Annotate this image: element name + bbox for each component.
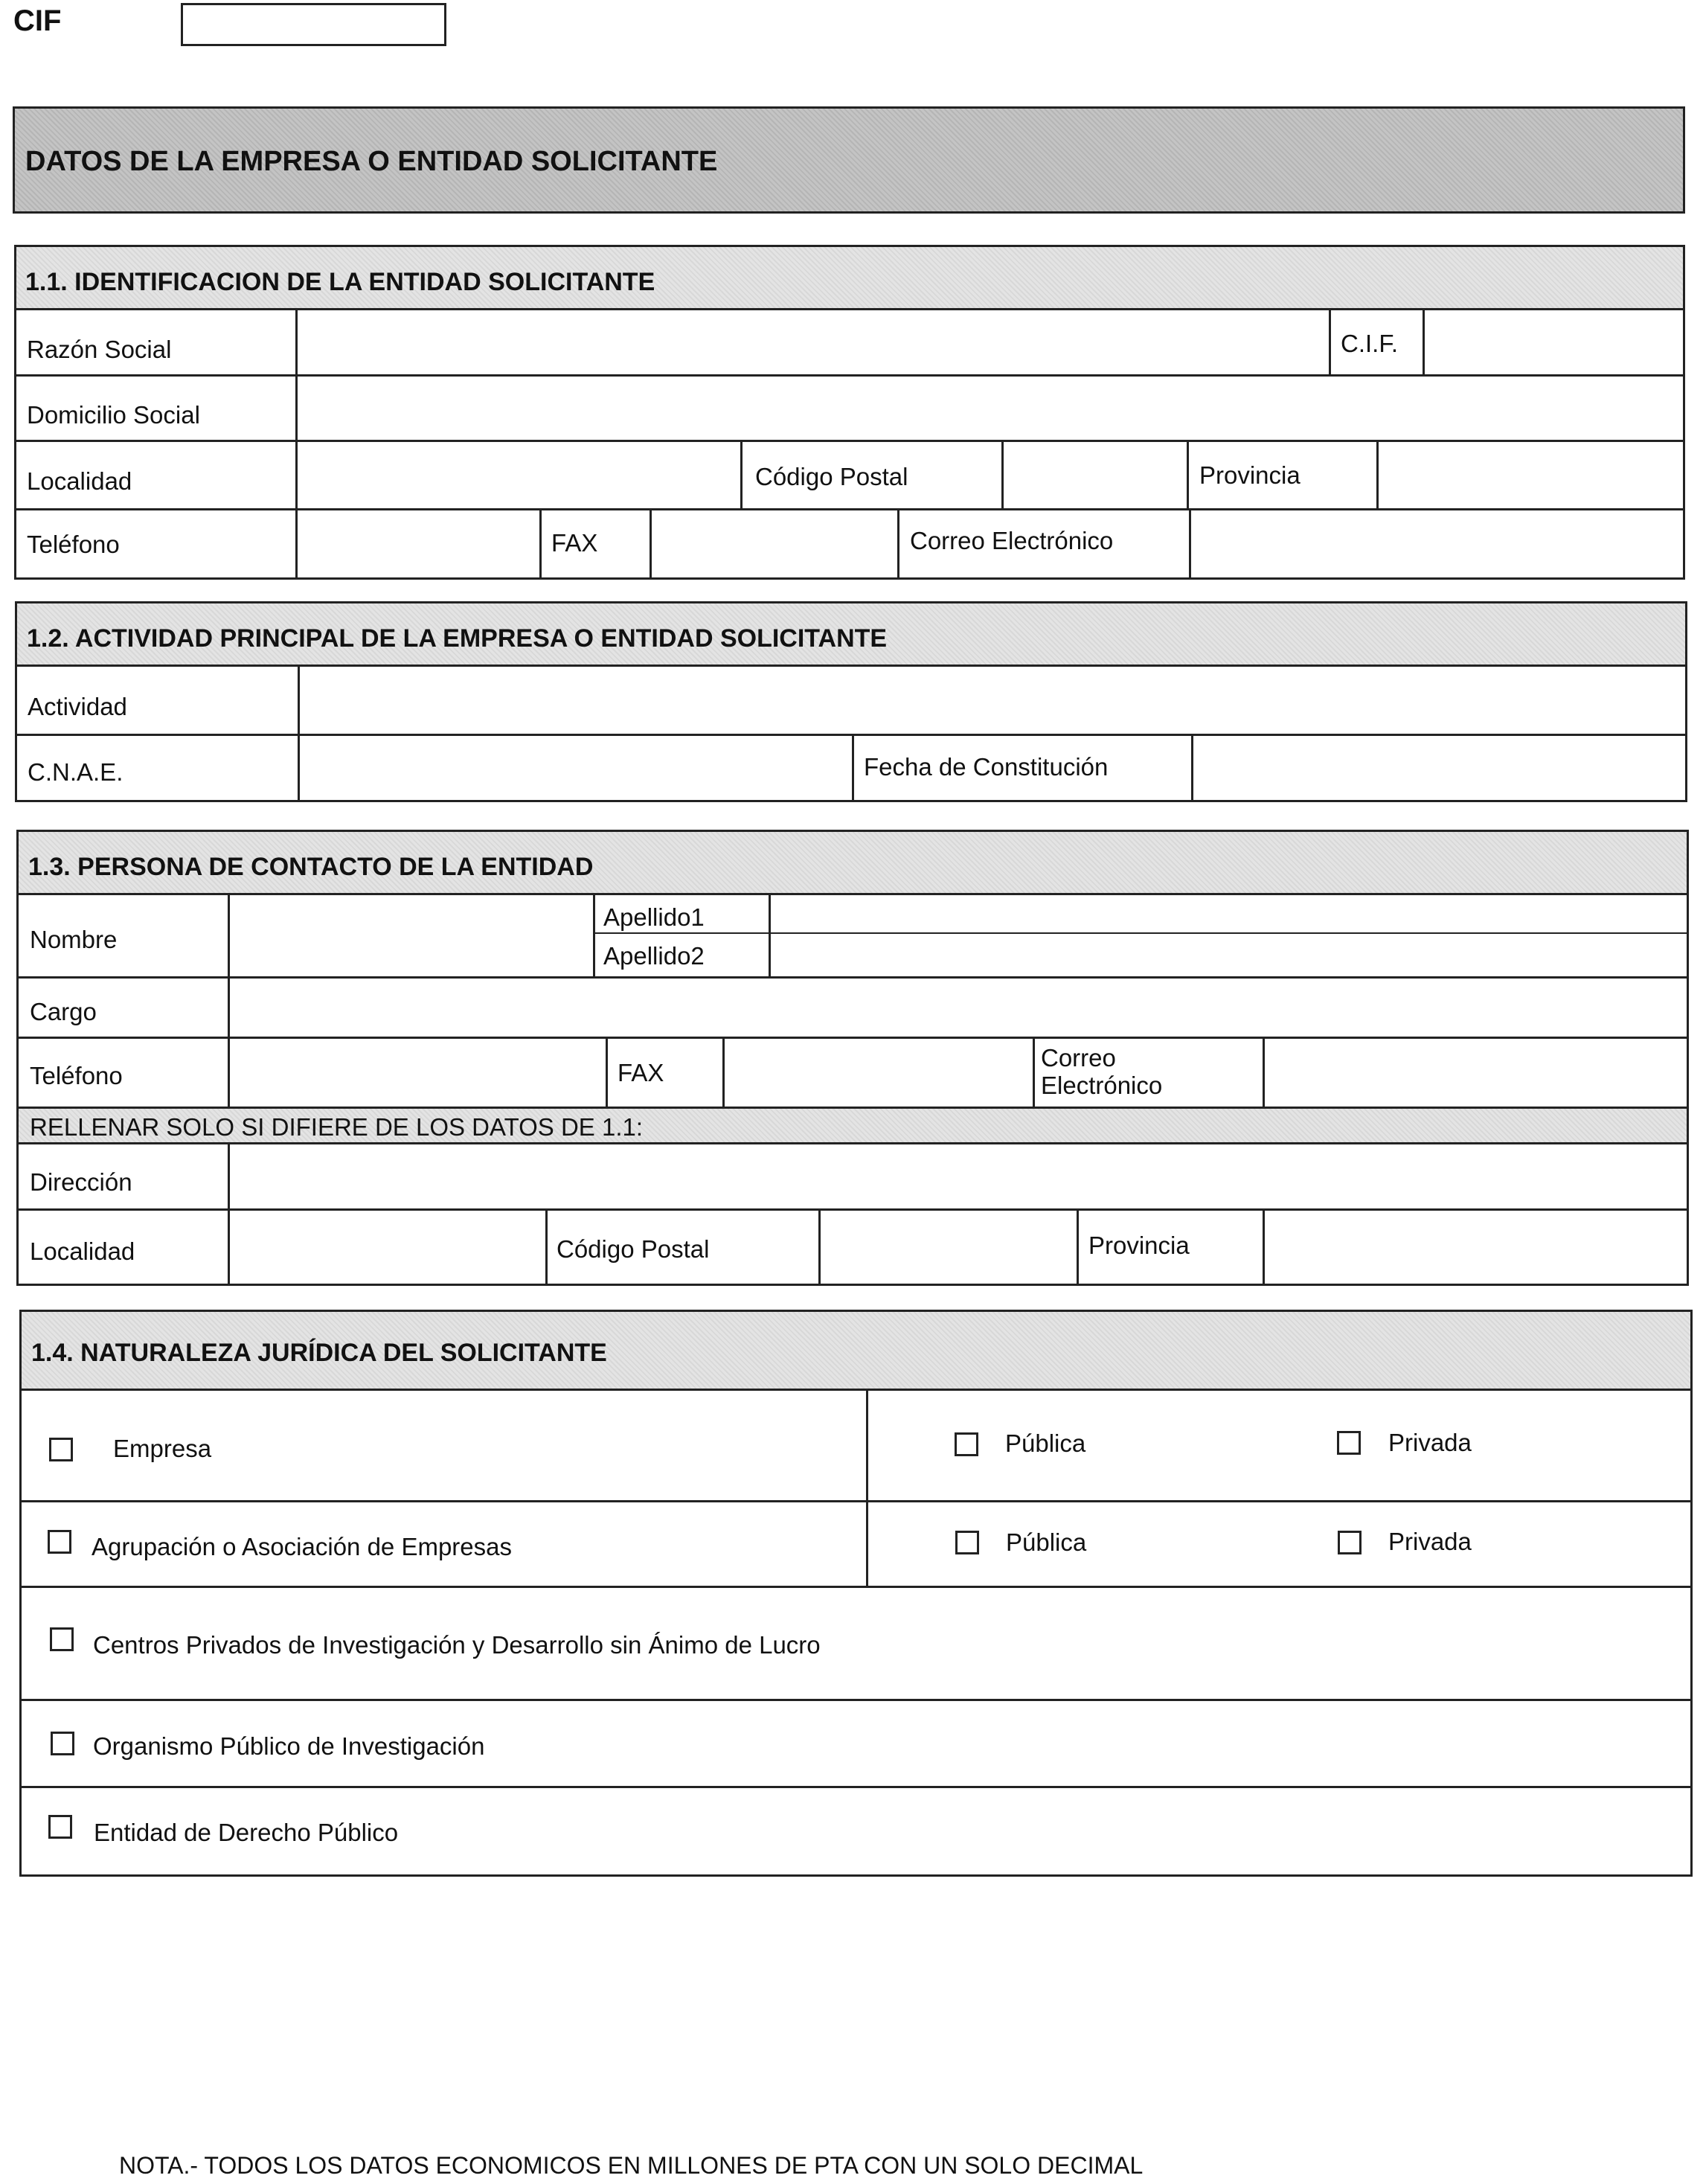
agrupacion-privada-checkbox[interactable] [1338, 1531, 1362, 1554]
correo-field[interactable] [1191, 510, 1683, 577]
organismo-label: Organismo Público de Investigación [93, 1732, 485, 1760]
apellido1-field[interactable] [771, 895, 1687, 932]
banner-title: DATOS DE LA EMPRESA O ENTIDAD SOLICITANTE [25, 146, 718, 177]
empresa-label: Empresa [113, 1435, 212, 1462]
fecha-constitucion-field[interactable] [1193, 736, 1685, 800]
footer-note: NOTA.- TODOS LOS DATOS ECONOMICOS EN MILLONES DE PTA CON UN SOLO DECIMAL [119, 2152, 1144, 2179]
contacto-provincia-field[interactable] [1265, 1211, 1687, 1284]
section-1-2-title: 1.2. ACTIVIDAD PRINCIPAL DE LA EMPRESA O ENTIDAD SOLICITANTE [27, 624, 888, 653]
provincia-field[interactable] [1379, 442, 1683, 508]
nombre-field[interactable] [230, 895, 593, 976]
empresa-publica-checkbox[interactable] [955, 1432, 978, 1456]
agrupacion-publica-label: Pública [1006, 1528, 1087, 1556]
cnae-label: C.N.A.E. [28, 758, 124, 786]
domicilio-social-label: Domicilio Social [27, 401, 200, 429]
agrupacion-label: Agrupación o Asociación de Empresas [92, 1533, 512, 1560]
agrupacion-publica-checkbox[interactable] [955, 1531, 979, 1554]
telefono-label: Teléfono [27, 531, 120, 558]
contacto-correo-field[interactable] [1265, 1039, 1687, 1107]
localidad-label: Localidad [27, 467, 132, 495]
agrupacion-privada-label: Privada [1388, 1528, 1472, 1555]
contacto-codigo-postal-field[interactable] [821, 1211, 1077, 1284]
apellido2-label: Apellido2 [603, 942, 705, 970]
rellenar-note: RELLENAR SOLO SI DIFIERE DE LOS DATOS DE 1.1: [30, 1113, 644, 1141]
entidad-derecho-checkbox[interactable] [48, 1815, 72, 1839]
telefono-field[interactable] [298, 510, 539, 577]
cif-input[interactable] [181, 3, 446, 46]
empresa-privada-checkbox[interactable] [1337, 1431, 1361, 1455]
section-1-3-title: 1.3. PERSONA DE CONTACTO DE LA ENTIDAD [28, 853, 594, 881]
empresa-publica-label: Pública [1005, 1429, 1086, 1457]
contacto-localidad-label: Localidad [30, 1237, 135, 1265]
section-1-4 [19, 1310, 1693, 1877]
fecha-constitucion-label: Fecha de Constitución [864, 753, 1109, 781]
actividad-label: Actividad [28, 693, 127, 720]
cargo-label: Cargo [30, 998, 97, 1025]
contacto-correo-label-1: Correo [1041, 1044, 1116, 1072]
contacto-codigo-postal-label: Código Postal [557, 1235, 710, 1263]
contacto-telefono-field[interactable] [230, 1039, 606, 1107]
codigo-postal-field[interactable] [1004, 442, 1187, 508]
empresa-checkbox[interactable] [49, 1438, 73, 1461]
entidad-derecho-label: Entidad de Derecho Público [94, 1819, 399, 1846]
section-1-4-title: 1.4. NATURALEZA JURÍDICA DEL SOLICITANTE [31, 1339, 607, 1367]
codigo-postal-label: Código Postal [755, 463, 908, 490]
organismo-checkbox[interactable] [51, 1732, 74, 1755]
cif-label: CIF [13, 4, 62, 37]
cif-field[interactable] [1425, 310, 1683, 374]
razon-social-label: Razón Social [27, 336, 172, 363]
contacto-provincia-label: Provincia [1088, 1232, 1190, 1259]
empresa-privada-label: Privada [1388, 1429, 1472, 1456]
contacto-correo-label-2: Electrónico [1041, 1072, 1163, 1099]
cif-field-label: C.I.F. [1341, 330, 1399, 357]
fax-label: FAX [551, 529, 598, 557]
nombre-label: Nombre [30, 926, 118, 953]
contacto-fax-label: FAX [618, 1059, 664, 1086]
provincia-label: Provincia [1199, 461, 1300, 489]
section-1-1-title: 1.1. IDENTIFICACION DE LA ENTIDAD SOLICITANTE [25, 268, 655, 296]
contacto-telefono-label: Teléfono [30, 1062, 123, 1089]
direccion-label: Dirección [30, 1168, 132, 1196]
cargo-field[interactable] [230, 979, 1687, 1037]
apellido1-label: Apellido1 [603, 903, 705, 931]
direccion-field[interactable] [230, 1144, 1687, 1208]
actividad-field[interactable] [300, 667, 1685, 734]
correo-label: Correo Electrónico [910, 527, 1114, 554]
contacto-localidad-field[interactable] [230, 1211, 545, 1284]
cnae-field[interactable] [300, 736, 852, 800]
domicilio-social-field[interactable] [298, 377, 1683, 440]
contacto-fax-field[interactable] [725, 1039, 1033, 1107]
apellido2-field[interactable] [771, 934, 1687, 976]
fax-field[interactable] [652, 510, 897, 577]
razon-social-field[interactable] [298, 310, 1329, 374]
localidad-field[interactable] [298, 442, 740, 508]
centros-label: Centros Privados de Investigación y Desarrollo sin Ánimo de Lucro [93, 1631, 821, 1659]
agrupacion-checkbox[interactable] [48, 1530, 71, 1554]
centros-checkbox[interactable] [50, 1627, 74, 1651]
